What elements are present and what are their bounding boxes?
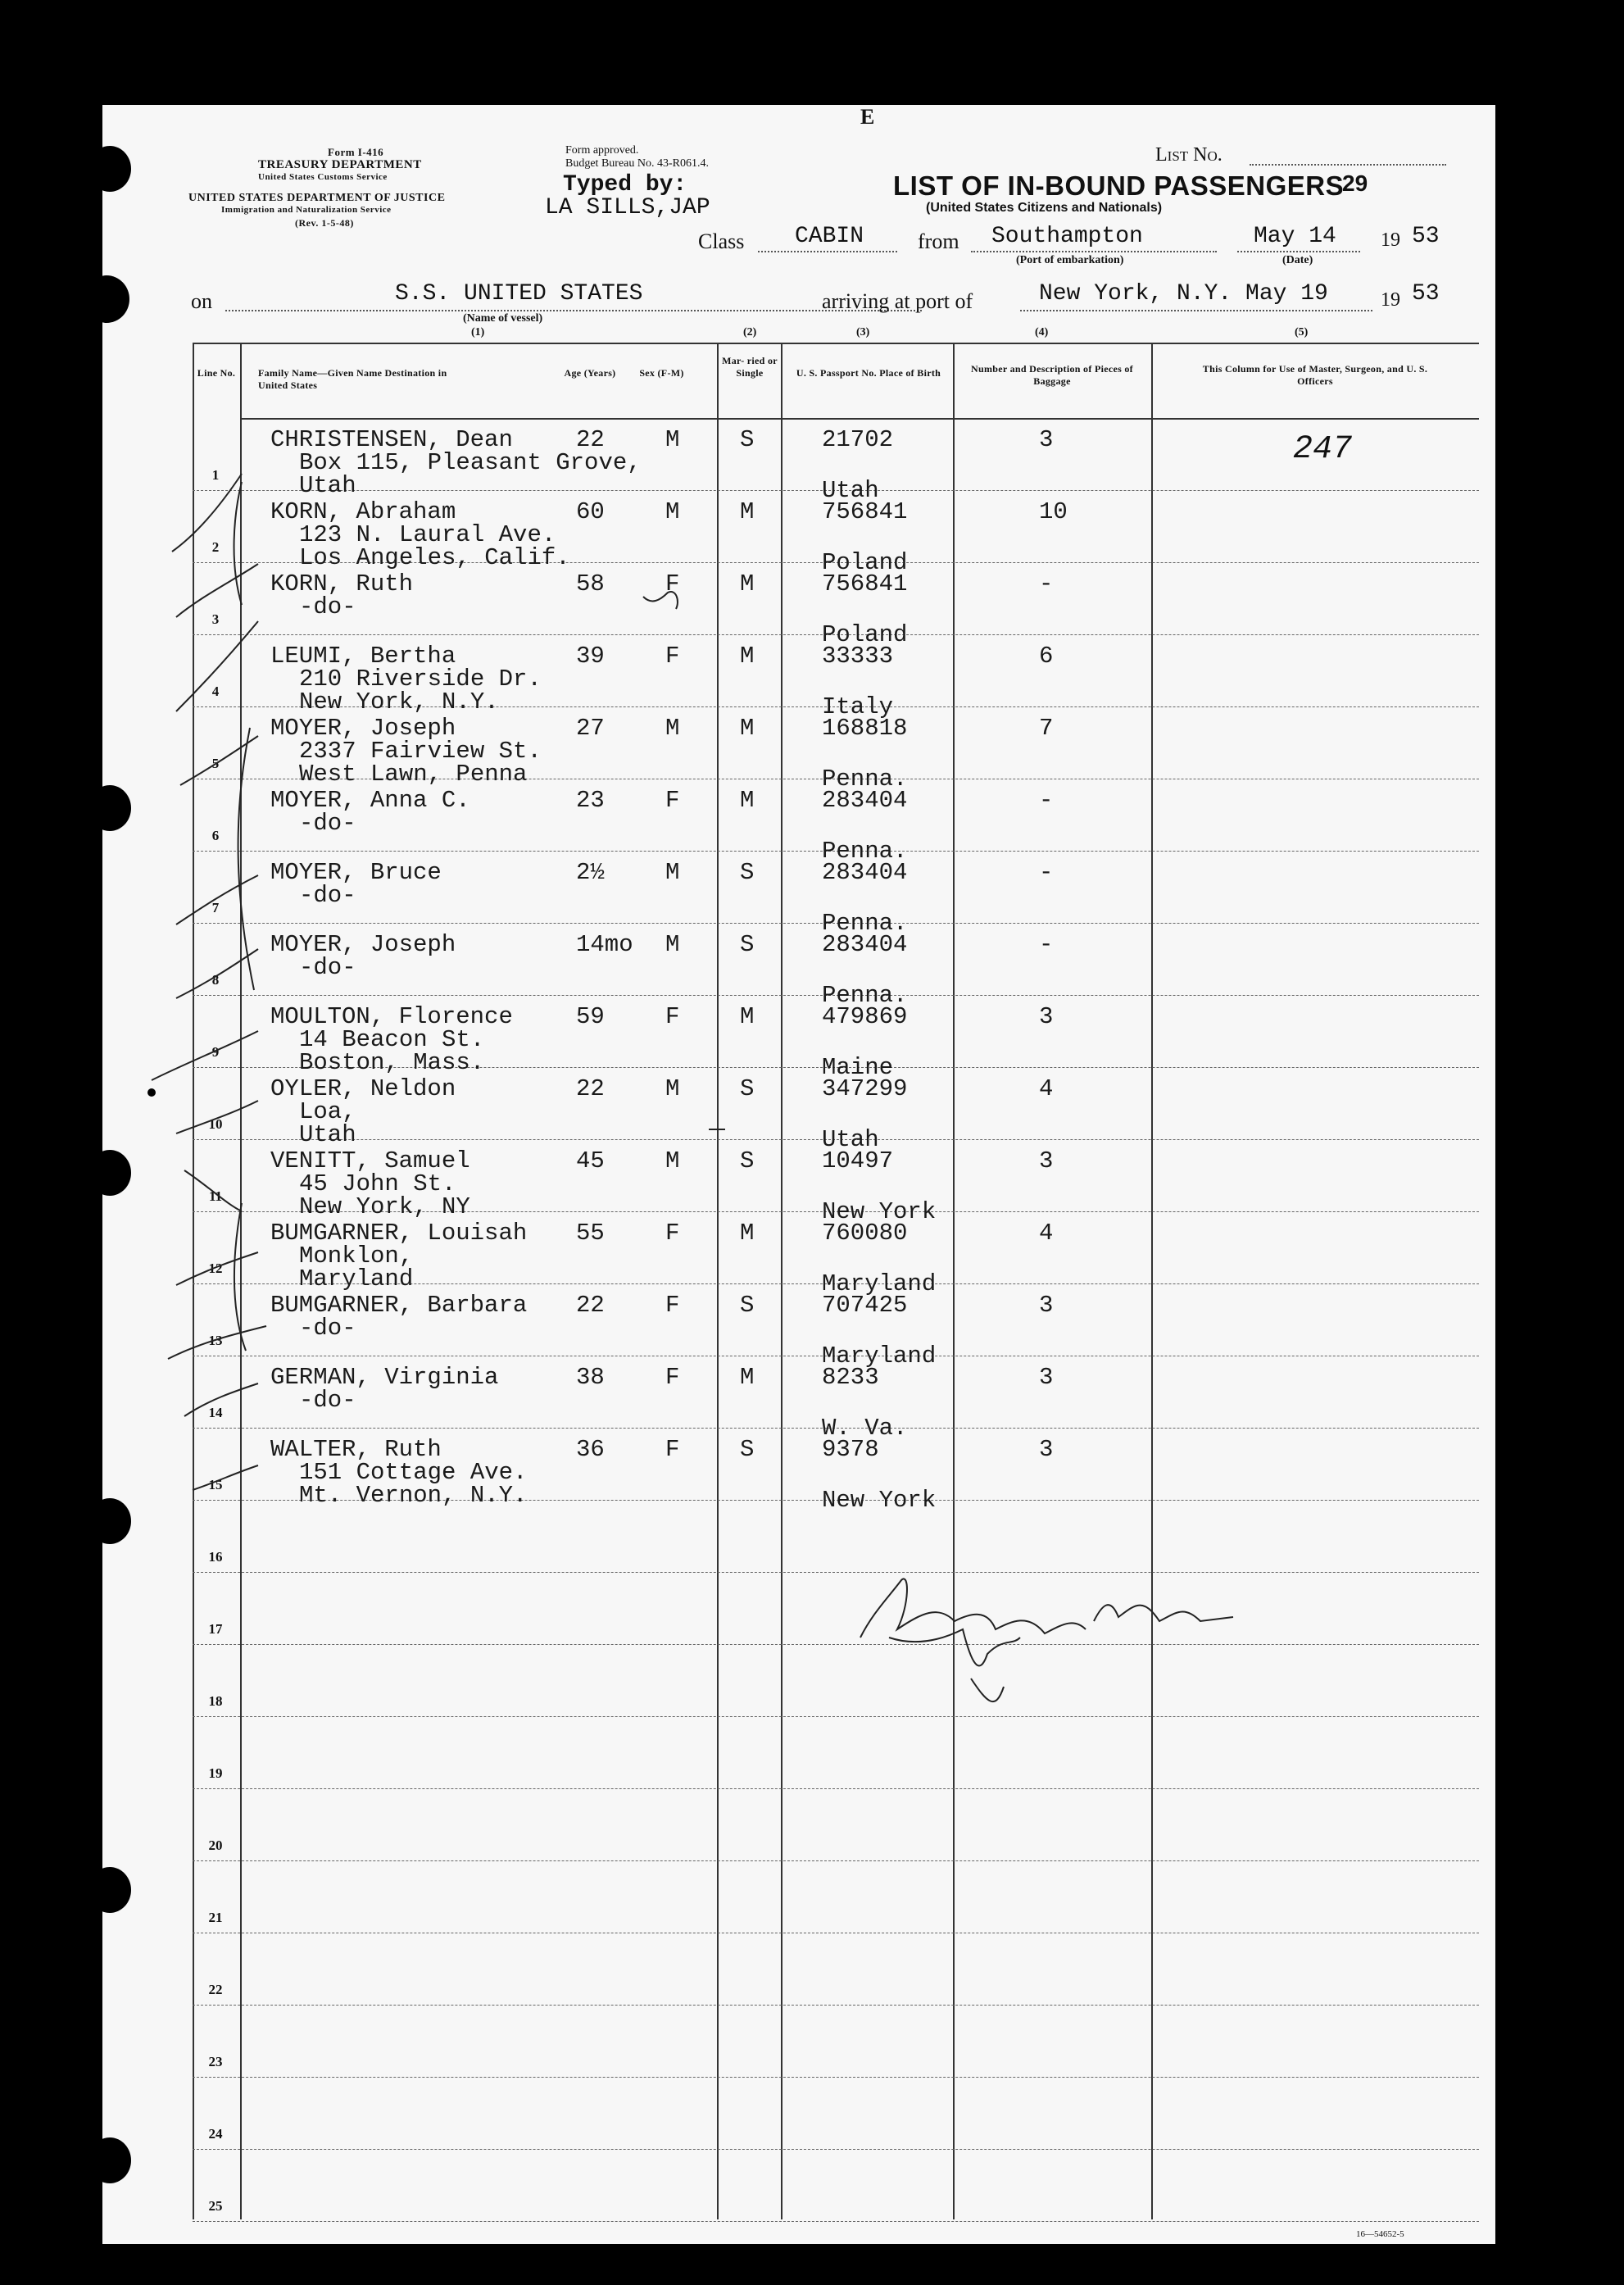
passenger-destination: -do- (299, 954, 356, 981)
header-name: Family Name—Given Name Destination in United States (258, 367, 447, 391)
date-caption: (Date) (1282, 254, 1313, 266)
passport-number: 10497 (822, 1147, 894, 1174)
baggage-count: - (1039, 787, 1054, 814)
bracket-mark (234, 482, 242, 605)
line-number: 6 (211, 828, 220, 843)
passenger-marital-status: S (740, 1436, 755, 1463)
passenger-sex: M (665, 859, 680, 886)
baggage-count: 3 (1039, 1436, 1054, 1463)
passenger-sex: F (665, 1436, 680, 1463)
passenger-name: KORN, Ruth (270, 570, 414, 597)
list-no-label: List No. (1155, 144, 1223, 166)
passenger-destination: -do- (299, 882, 356, 909)
typed-by-value: LA SILLS,JAP (545, 195, 710, 220)
ins: Immigration and Naturalization Service (221, 205, 392, 215)
form-rev: (Rev. 1-5-48) (295, 217, 354, 229)
signature-mark (1094, 1605, 1233, 1621)
passenger-destination: Maryland (299, 1265, 414, 1292)
passenger-marital-status: S (740, 426, 755, 453)
passenger-name: BUMGARNER, Barbara (270, 1292, 528, 1319)
passenger-sex: M (665, 931, 680, 958)
col-number-4: (4) (1035, 326, 1049, 338)
passenger-destination: -do- (299, 593, 356, 620)
passenger-marital-status: S (740, 1075, 755, 1102)
passenger-name: MOYER, Joseph (270, 715, 456, 742)
passport-number: 283404 (822, 787, 908, 814)
line-number: 21 (208, 1910, 223, 1925)
passenger-sex: F (665, 1003, 680, 1030)
line-number: 11 (208, 1188, 223, 1204)
passenger-destination: Box 115, Pleasant Grove, (299, 449, 642, 476)
class-label: Class (698, 229, 745, 253)
passenger-marital-status: M (740, 1220, 755, 1247)
passenger-age: 39 (576, 643, 605, 670)
check-mark (176, 621, 258, 711)
passenger-marital-status: M (740, 787, 755, 814)
date-value: May 14 (1254, 224, 1336, 249)
passenger-destination: Mt. Vernon, N.Y. (299, 1482, 528, 1509)
passenger-destination: New York, N.Y. (299, 688, 499, 715)
passenger-destination: Utah (299, 1121, 356, 1148)
bracket-mark (234, 1203, 246, 1351)
page-letter: E (860, 105, 875, 129)
passenger-marital-status: S (740, 931, 755, 958)
line-number: 9 (211, 1044, 220, 1060)
year2-prefix: 19 (1381, 289, 1400, 311)
bracket-mark (238, 728, 254, 990)
passport-number: 21702 (822, 426, 894, 453)
passenger-name: MOULTON, Florence (270, 1003, 513, 1030)
on-label: on (191, 289, 212, 313)
line-number: 13 (208, 1333, 223, 1348)
passenger-destination: 14 Beacon St. (299, 1026, 485, 1053)
customs-service: United States Customs Service (258, 172, 388, 182)
place-of-birth: Maryland (822, 1342, 937, 1370)
passenger-sex: F (665, 570, 680, 597)
col-number-5: (5) (1295, 326, 1309, 338)
passport-number: 756841 (822, 570, 908, 597)
line-number: 19 (208, 1765, 223, 1781)
line-number: 22 (208, 1982, 223, 1997)
line-number: 25 (208, 2198, 223, 2214)
year2-value: 53 (1412, 281, 1440, 307)
passenger-marital-status: M (740, 1003, 755, 1030)
place-of-birth: Poland (822, 621, 908, 648)
signature-mark (889, 1629, 1020, 1665)
passenger-sex: F (665, 1292, 680, 1319)
passenger-destination: Loa, (299, 1098, 356, 1125)
header-line-no: Line No. (197, 367, 236, 379)
passenger-destination: 151 Cottage Ave. (299, 1459, 528, 1486)
passenger-name: GERMAN, Virginia (270, 1364, 499, 1391)
place-of-birth: New York (822, 1198, 937, 1225)
passenger-destination: Monklon, (299, 1242, 414, 1270)
passenger-sex: F (665, 643, 680, 670)
officer-note: 247 (1293, 431, 1353, 468)
place-of-birth: Penna. (822, 838, 908, 865)
passenger-destination: 210 Riverside Dr. (299, 666, 542, 693)
port-embarkation-caption: (Port of embarkation) (1016, 254, 1124, 266)
check-mark (176, 1101, 258, 1133)
form-id: Form I-416 (328, 146, 384, 158)
line-number: 3 (211, 611, 220, 627)
passenger-destination: New York, NY (299, 1193, 470, 1220)
line-number: 15 (208, 1477, 223, 1492)
passenger-sex: M (665, 498, 680, 525)
line-number: 20 (208, 1838, 223, 1853)
passenger-name: LEUMI, Bertha (270, 643, 456, 670)
passenger-name: MOYER, Anna C. (270, 787, 470, 814)
vessel-value: S.S. UNITED STATES (395, 281, 643, 307)
passenger-marital-status: S (740, 1147, 755, 1174)
place-of-birth: Poland (822, 549, 908, 576)
line-number: 14 (208, 1405, 223, 1420)
col-number-1: (1) (471, 326, 485, 338)
baggage-count: 6 (1039, 643, 1054, 670)
passenger-destination: Boston, Mass. (299, 1049, 485, 1076)
line-number: 8 (211, 972, 220, 988)
list-no-value: 29 (1342, 170, 1368, 196)
passenger-destination: 123 N. Laural Ave. (299, 521, 556, 548)
line-number: 10 (208, 1116, 223, 1132)
passenger-marital-status: S (740, 1292, 755, 1319)
baggage-count: - (1039, 931, 1054, 958)
passenger-sex: M (665, 715, 680, 742)
passenger-destination: 2337 Fairview St. (299, 738, 542, 765)
form-approved: Form approved. (565, 144, 639, 157)
form-title: LIST OF IN-BOUND PASSENGERS (893, 170, 1345, 201)
passenger-age: 45 (576, 1147, 605, 1174)
passenger-age: 23 (576, 787, 605, 814)
check-mark (176, 875, 258, 924)
passenger-destination: Los Angeles, Calif. (299, 544, 570, 571)
baggage-count: 10 (1039, 498, 1068, 525)
passport-number: 8233 (822, 1364, 879, 1391)
passport-number: 760080 (822, 1220, 908, 1247)
baggage-count: 3 (1039, 1292, 1054, 1319)
passenger-marital-status: M (740, 498, 755, 525)
passenger-destination: Utah (299, 472, 356, 499)
passenger-name: VENITT, Samuel (270, 1147, 470, 1174)
passenger-age: 22 (576, 426, 605, 453)
check-mark (176, 1252, 258, 1285)
baggage-count: 3 (1039, 426, 1054, 453)
typed-by-label: Typed by: (563, 172, 687, 198)
passenger-destination: -do- (299, 1315, 356, 1342)
class-value: CABIN (795, 224, 864, 249)
passenger-marital-status: S (740, 859, 755, 886)
passport-number: 479869 (822, 1003, 908, 1030)
passenger-marital-status: M (740, 570, 755, 597)
baggage-count: 3 (1039, 1003, 1054, 1030)
check-mark (168, 1326, 266, 1359)
passenger-age: 60 (576, 498, 605, 525)
passenger-name: BUMGARNER, Louisah (270, 1220, 528, 1247)
place-of-birth: Utah (822, 477, 879, 504)
arrival-value: New York, N.Y. May 19 (1039, 281, 1328, 307)
passport-number: 283404 (822, 859, 908, 886)
passenger-age: 38 (576, 1364, 605, 1391)
place-of-birth: Italy (822, 693, 894, 720)
passenger-name: OYLER, Neldon (270, 1075, 456, 1102)
line-number: 7 (211, 900, 220, 915)
form-subtitle: (United States Citizens and Nationals) (926, 201, 1163, 215)
from-label: from (918, 229, 959, 253)
passenger-name: MOYER, Bruce (270, 859, 442, 886)
baggage-count: 3 (1039, 1147, 1054, 1174)
header-married: Mar- ried or Single (722, 355, 778, 379)
col-number-3: (3) (856, 326, 870, 338)
place-of-birth: Maryland (822, 1270, 937, 1297)
vessel-caption: (Name of vessel) (463, 312, 543, 325)
check-mark (172, 474, 242, 552)
header-age: Age (Years) (564, 367, 616, 379)
place-of-birth: W. Va. (822, 1415, 908, 1442)
baggage-count: 7 (1039, 715, 1054, 742)
line-number: 1 (211, 467, 220, 483)
passenger-sex: F (665, 1220, 680, 1247)
line-number: 4 (211, 684, 220, 699)
baggage-count: 3 (1039, 1364, 1054, 1391)
passenger-sex: M (665, 426, 680, 453)
line-number: 12 (208, 1261, 223, 1276)
header-officers: This Column for Use of Master, Surgeon, and U. S. Officers (1202, 363, 1428, 387)
place-of-birth: Penna. (822, 910, 908, 937)
arriving-label: arriving at port of (822, 289, 973, 313)
place-of-birth: New York (822, 1487, 937, 1514)
handwritten-marks (102, 105, 1495, 2244)
budget-no: Budget Bureau No. 43-R061.4. (565, 157, 709, 170)
baggage-count: - (1039, 859, 1054, 886)
passport-number: 707425 (822, 1292, 908, 1319)
check-mark (184, 1170, 242, 1211)
passenger-marital-status: M (740, 643, 755, 670)
passenger-age: 22 (576, 1292, 605, 1319)
justice-dept: UNITED STATES DEPARTMENT OF JUSTICE (188, 192, 446, 204)
passenger-name: CHRISTENSEN, Dean (270, 426, 513, 453)
passenger-sex: F (665, 1364, 680, 1391)
signature-mark (971, 1679, 1004, 1701)
passenger-name: MOYER, Joseph (270, 931, 456, 958)
place-of-birth: Utah (822, 1126, 879, 1153)
passenger-name: KORN, Abraham (270, 498, 456, 525)
place-of-birth: Maine (822, 1054, 894, 1081)
passport-number: 9378 (822, 1436, 879, 1463)
from-value: Southampton (991, 224, 1143, 249)
check-mark (176, 564, 258, 617)
year-value: 53 (1412, 224, 1440, 249)
check-mark (152, 1031, 258, 1080)
passport-number: 283404 (822, 931, 908, 958)
line-number: 24 (208, 2126, 223, 2142)
passport-number: 347299 (822, 1075, 908, 1102)
passenger-age: 36 (576, 1436, 605, 1463)
passenger-age: 2½ (576, 859, 605, 886)
passenger-age: 27 (576, 715, 605, 742)
baggage-count: - (1039, 570, 1054, 597)
header-passport: U. S. Passport No. Place of Birth (796, 367, 941, 379)
passenger-destination: West Lawn, Penna (299, 761, 528, 788)
passenger-destination: 45 John St. (299, 1170, 456, 1197)
line-number: 23 (208, 2054, 223, 2069)
baggage-count: 4 (1039, 1220, 1054, 1247)
passenger-marital-status: M (740, 715, 755, 742)
passport-number: 756841 (822, 498, 908, 525)
passenger-name: WALTER, Ruth (270, 1436, 442, 1463)
passenger-age: 58 (576, 570, 605, 597)
passenger-list-form (102, 105, 1495, 2244)
passenger-age: 22 (576, 1075, 605, 1102)
place-of-birth: Penna. (822, 765, 908, 793)
line-number: 5 (211, 756, 220, 771)
passenger-age: 14mo (576, 931, 633, 958)
place-of-birth: Penna. (822, 982, 908, 1009)
passenger-age: 59 (576, 1003, 605, 1030)
line-number: 2 (211, 539, 220, 555)
treasury-dept: TREASURY DEPARTMENT (258, 158, 422, 171)
line-number: 18 (208, 1693, 223, 1709)
signature-mark (860, 1579, 1086, 1638)
passenger-age: 55 (576, 1220, 605, 1247)
passenger-sex: F (665, 787, 680, 814)
check-mark (193, 1465, 258, 1490)
footer-code: 16—54652-5 (1356, 2229, 1404, 2239)
passport-number: 33333 (822, 643, 894, 670)
passenger-destination: -do- (299, 1387, 356, 1414)
passenger-sex: M (665, 1147, 680, 1174)
header-sex: Sex (F-M) (639, 367, 684, 379)
check-mark (184, 1383, 258, 1416)
line-number: 16 (208, 1549, 223, 1565)
col-number-2: (2) (743, 326, 757, 338)
passenger-destination: -do- (299, 810, 356, 837)
check-mark (643, 592, 678, 609)
line-number: 17 (208, 1621, 223, 1637)
header-baggage: Number and Description of Pieces of Baggage (971, 363, 1133, 387)
check-mark (176, 949, 258, 998)
passenger-marital-status: M (740, 1364, 755, 1391)
passenger-sex: M (665, 1075, 680, 1102)
passport-number: 168818 (822, 715, 908, 742)
year-prefix: 19 (1381, 229, 1400, 251)
baggage-count: 4 (1039, 1075, 1054, 1102)
